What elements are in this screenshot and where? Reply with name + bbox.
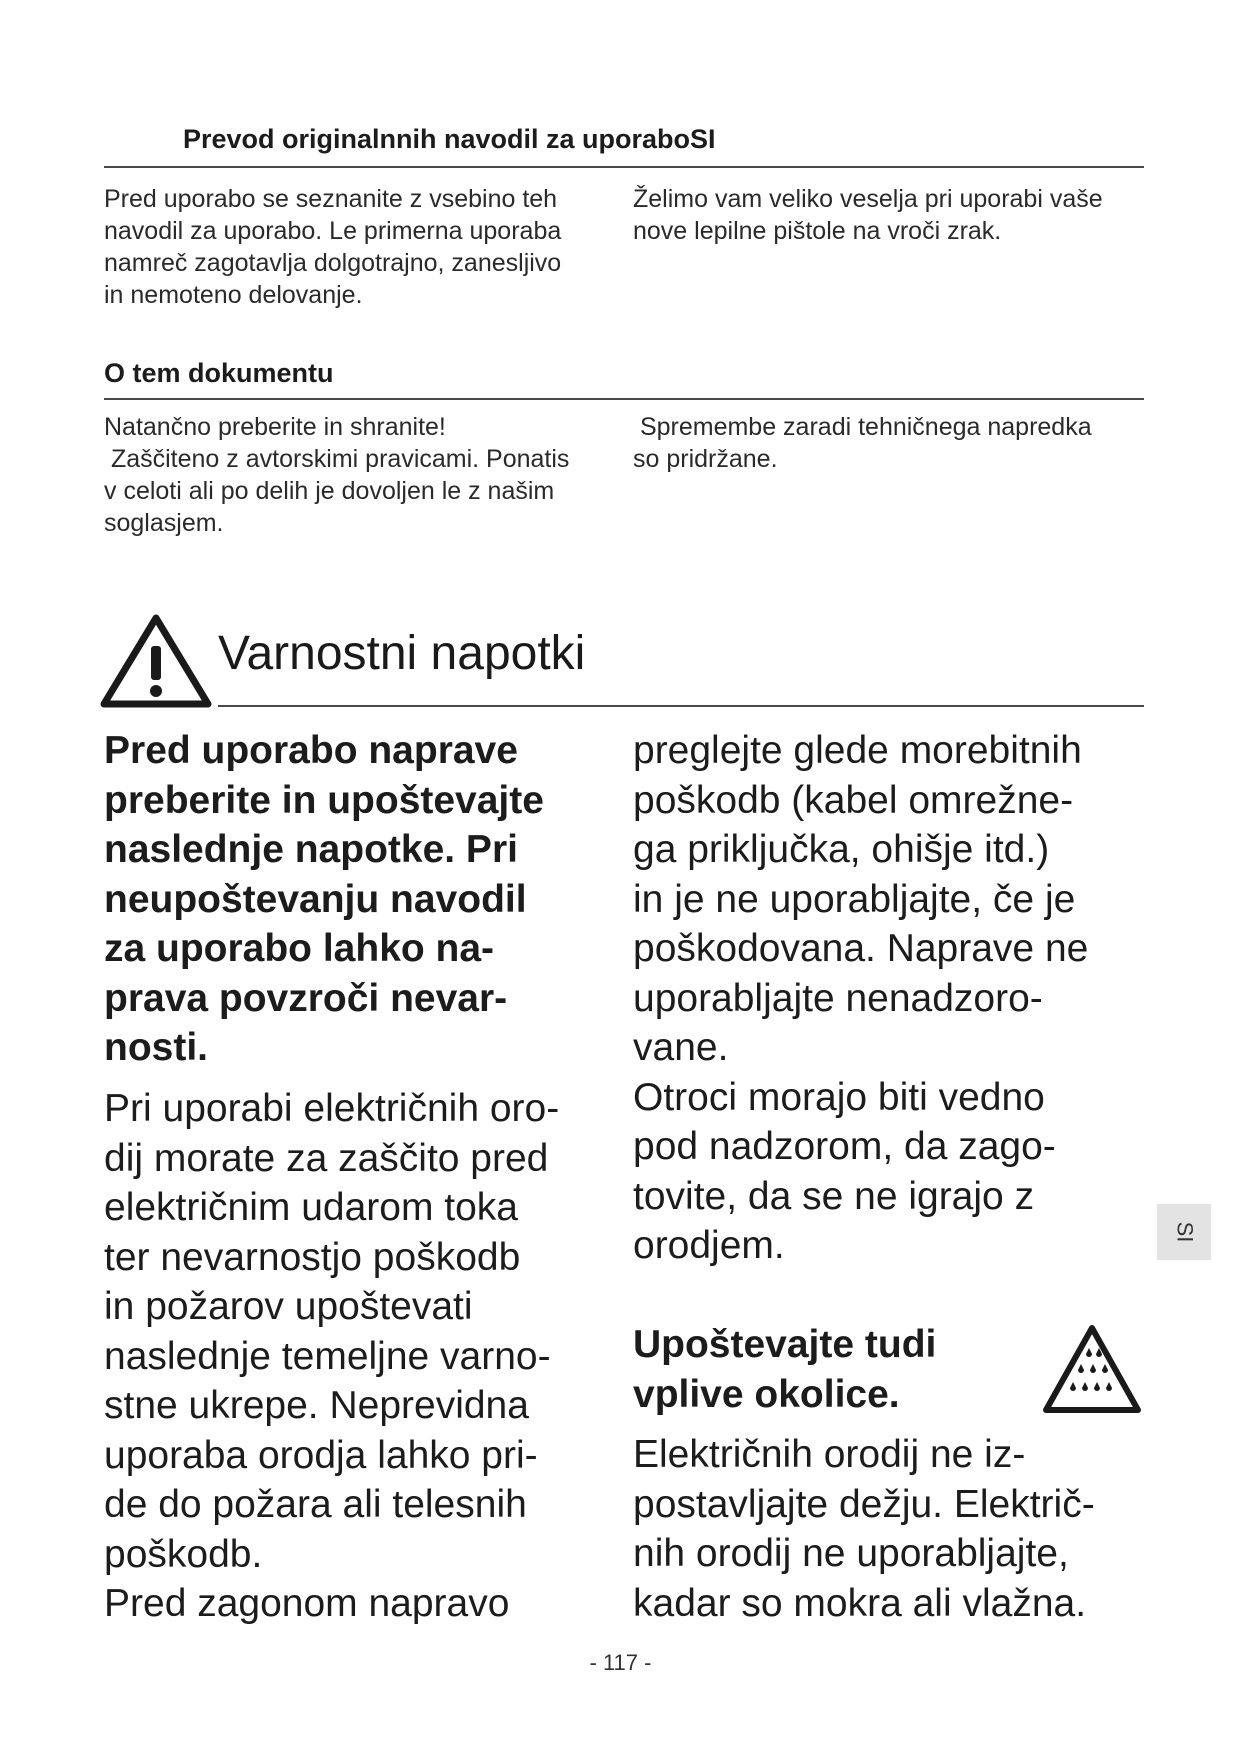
safety-left-line: ter nevarnostjo poškodb xyxy=(104,1235,521,1279)
safety-right-line: Otroci morajo biti vedno xyxy=(633,1075,1045,1119)
safety-right-line: orodjem. xyxy=(633,1224,785,1267)
environment-line: nih orodij ne uporabljajte, xyxy=(633,1532,1069,1575)
safety-left-line: poškodb. xyxy=(104,1532,263,1576)
safety-left-line: uporaba orodja lahko pri- xyxy=(104,1433,538,1477)
intro-left-line: Pred uporabo se seznanite z vsebino teh xyxy=(104,185,558,213)
warning-triangle-icon xyxy=(100,612,212,710)
intro-left-line: navodil za uporabo. Le primerna uporaba xyxy=(104,217,562,245)
safety-title-divider xyxy=(218,705,1144,707)
about-left-line: Natančno preberite in shranite! xyxy=(104,413,446,441)
language-tab xyxy=(1157,1204,1211,1260)
environment-line: Električnih orodij ne iz- xyxy=(633,1433,1026,1476)
safety-left-line: Pri uporabi električnih oro- xyxy=(104,1087,560,1130)
about-section-title: O tem dokumentu xyxy=(104,358,334,388)
safety-bold-line: Pred uporabo naprave xyxy=(104,729,518,772)
safety-right-line: poškodb (kabel omrežne- xyxy=(633,778,1074,822)
safety-right-body xyxy=(633,726,1153,1271)
header-divider xyxy=(104,166,1144,168)
safety-right-line: ga priključka, ohišje itd.) xyxy=(633,828,1050,871)
intro-right-column xyxy=(633,183,1153,247)
safety-left-line: de do požara ali telesnih xyxy=(104,1483,527,1526)
intro-right-line: Želimo vam veliko veselja pri uporabi vaše xyxy=(633,185,1103,213)
safety-left-body xyxy=(104,1084,624,1629)
safety-section-title: Varnostni napotki xyxy=(218,627,586,680)
about-right-column xyxy=(633,411,1153,475)
about-left-line: soglasjem. xyxy=(104,509,224,537)
safety-bold-line: nosti. xyxy=(104,1026,208,1069)
document-header-title: Prevod originalnnih navodil za uporaboSI xyxy=(183,124,716,154)
about-right-line: so pridržane. xyxy=(633,445,778,473)
about-left-line: v celoti ali po delih je dovoljen le z našim xyxy=(104,477,555,505)
safety-intro-bold xyxy=(104,726,624,1073)
intro-left-line: in nemoteno delovanje. xyxy=(104,281,363,309)
page-number: - 117 - xyxy=(589,1650,652,1675)
safety-right-line: vane. xyxy=(633,1026,729,1069)
intro-left-line: namreč zagotavlja dolgotrajno, zanesljivo xyxy=(104,249,562,277)
safety-left-line: naslednje temeljne varno- xyxy=(104,1334,551,1378)
intro-right-line: nove lepilne pištole na vroči zrak. xyxy=(633,217,1002,245)
safety-right-line: poškodovana. Naprave ne xyxy=(633,927,1089,970)
safety-right-line: tovite, da se ne igrajo z xyxy=(633,1174,1035,1218)
environment-line: kadar so mokra ali vlažna. xyxy=(633,1581,1087,1625)
safety-left-line: dij morate za zaščito pred xyxy=(104,1136,549,1180)
environment-heading-line: Upoštevajte tudi xyxy=(633,1323,937,1366)
about-right-line: Spremembe zaradi tehničnega napredka xyxy=(633,413,1092,441)
safety-bold-line: za uporabo lahko na- xyxy=(104,927,495,970)
about-divider xyxy=(104,398,1144,400)
safety-right-line: pod nadzorom, da zago- xyxy=(633,1125,1056,1168)
safety-left-line: električnim udarom toka xyxy=(104,1186,518,1229)
intro-left-column xyxy=(104,183,604,311)
environment-line: postavljajte dežju. Električ- xyxy=(633,1482,1095,1526)
safety-left-line: stne ukrepe. Neprevidna xyxy=(104,1384,529,1427)
safety-bold-line: naslednje napotke. Pri xyxy=(104,828,518,871)
safety-right-line: in je ne uporabljajte, če je xyxy=(633,877,1076,921)
safety-left-line: Pred zagonom napravo xyxy=(104,1582,510,1625)
environment-heading xyxy=(633,1320,993,1419)
about-left-column xyxy=(104,411,624,539)
rain-warning-icon xyxy=(1040,1322,1144,1418)
safety-bold-line: neupoštevanju navodil xyxy=(104,877,527,921)
safety-left-line: in požarov upoštevati xyxy=(104,1285,473,1328)
about-left-line: Zaščiteno z avtorskimi pravicami. Ponatis xyxy=(104,445,570,473)
safety-right-line: preglejte glede morebitnih xyxy=(633,729,1082,772)
environment-body xyxy=(633,1430,1153,1628)
safety-bold-line: prava povzroči nevar- xyxy=(104,976,508,1020)
safety-bold-line: preberite in upoštevajte xyxy=(104,778,544,822)
language-tab-label: SI xyxy=(1171,1221,1197,1243)
environment-heading-line: vplive okolice. xyxy=(633,1372,900,1416)
safety-right-line: uporabljajte nenadzoro- xyxy=(633,976,1043,1020)
